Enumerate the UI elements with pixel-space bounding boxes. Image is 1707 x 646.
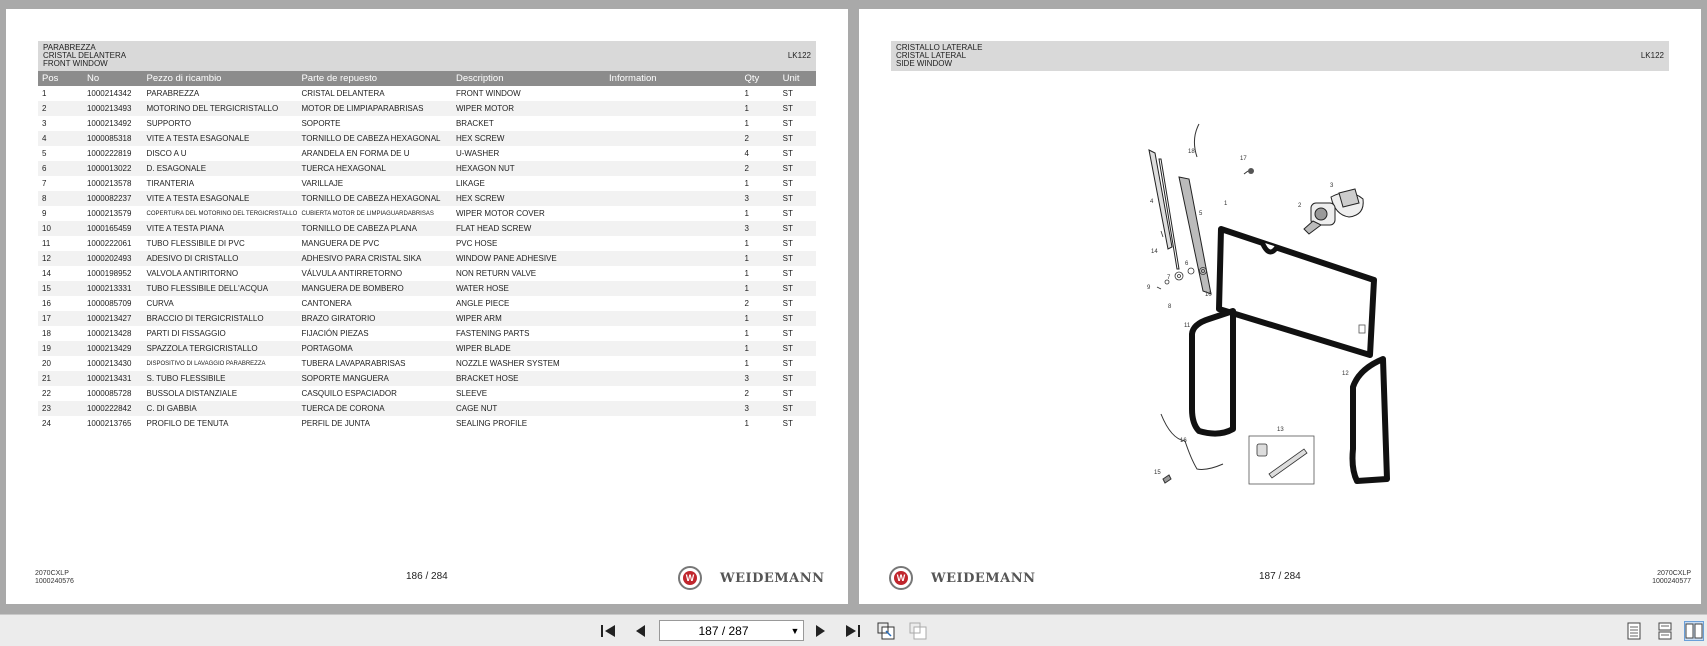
cell-en: WIPER ARM [452,311,605,326]
cell-es: VARILLAJE [301,179,344,188]
cell-it: C. DI GABBIA [142,401,297,416]
cell-no: 1000013022 [83,161,143,176]
cell-unit: ST [779,191,816,206]
cell-unit: ST [779,161,816,176]
cell-no: 1000222061 [86,239,132,248]
callout-1: 1 [1224,201,1228,207]
exploded-parts-drawing [1099,119,1429,549]
cell-en: BRACKET HOSE [452,371,605,386]
cell-it: COPERTURA DEL MOTORINO DEL TERGICRISTALLO [146,210,298,217]
cell-qty: 1 [740,341,778,356]
left-doc-no: 1000240576 [35,578,74,585]
cell-no: 1000213492 [86,119,132,128]
cell-es: MOTOR DE LIMPIAPARABRISAS [297,101,452,116]
chevron-down-icon: ▼ [790,625,800,636]
cell-en: WIPER BLADE [452,341,605,356]
cell-unit: ST [782,179,793,188]
fit-width-icon [909,622,927,640]
cell-it: VALVOLA ANTIRITORNO [146,269,239,278]
callout-14: 14 [1151,249,1158,255]
col-unit: Unit [779,71,816,86]
col-no: No [83,71,143,86]
two-page-button[interactable] [1684,621,1704,641]
cell-it: MOTORINO DEL TERGICRISTALLO [142,101,297,116]
cell-qty: 1 [744,209,749,218]
cell-unit: ST [779,371,816,386]
cell-pos: 2 [38,101,83,116]
cell-information [605,341,740,356]
cell-it: PROFILO DE TENUTA [146,419,229,428]
fit-page-icon [877,622,895,640]
cell-qty: 2 [740,161,778,176]
cell-information [605,281,740,296]
cell-information [605,266,740,281]
cell-unit: ST [782,269,793,278]
table-row [38,296,816,311]
cell-no: 1000222842 [83,401,143,416]
cell-en: NON RETURN VALVE [455,269,537,278]
cell-es: TORNILLO DE CABEZA HEXAGONAL [297,131,452,146]
cell-unit: ST [782,89,793,98]
cell-pos: 1 [42,89,47,98]
cell-unit: ST [782,419,793,428]
cell-no: 1000213579 [86,209,132,218]
viewer-toolbar [0,614,1707,646]
cell-pos: 16 [42,299,51,308]
single-page-button[interactable] [1624,621,1644,641]
cell-no: 1000085318 [83,131,143,146]
cell-pos: 20 [42,359,51,368]
left-footer-model [35,570,74,586]
page-selector-value: 187 / 287 [698,623,749,638]
last-page-button[interactable] [843,621,863,641]
cell-no: 1000213331 [83,281,143,296]
col-information: Information [605,71,740,86]
cell-unit: ST [779,401,816,416]
cell-information [605,176,740,191]
cell-no: 1000082237 [83,191,143,206]
cell-es: PORTAGOMA [297,341,452,356]
cell-pos: 22 [42,389,51,398]
cell-en: FRONT WINDOW [455,89,521,98]
cell-en: FASTENING PARTS [455,329,530,338]
cell-en: WATER HOSE [452,281,605,296]
cell-no: 1000213429 [83,341,143,356]
cell-it: BUSSOLA DISTANZIALE [146,389,238,398]
first-page-icon [600,624,616,638]
fit-width-button[interactable] [908,621,928,641]
table-row [38,401,816,416]
cell-qty: 1 [744,359,749,368]
callout-6: 6 [1185,261,1189,267]
cell-no: 1000213765 [86,419,132,428]
cell-information [605,401,740,416]
cell-pos: 12 [38,251,83,266]
cell-qty: 1 [744,89,749,98]
cell-en: HEX SCREW [452,131,605,146]
cell-no: 1000165459 [83,221,143,236]
cell-no: 1000213427 [83,311,143,326]
cell-no: 1000213578 [86,179,132,188]
table-row [38,176,816,191]
cell-information [605,116,740,131]
cell-information [605,386,740,401]
cell-information [605,221,740,236]
cell-no: 1000085709 [86,299,132,308]
cell-information [605,356,740,371]
cell-en: PVC HOSE [455,239,498,248]
parts-table [38,71,816,431]
cell-qty: 4 [744,149,749,158]
cell-qty: 1 [744,269,749,278]
col-qty: Qty [740,71,778,86]
cell-it: VITE A TESTA ESAGONALE [142,191,297,206]
left-model: 2070CXLP [35,570,69,577]
cell-it: PARABREZZA [146,89,200,98]
cell-it: DISPOSITIVO DI LAVAGGIO PARABREZZA [146,360,266,367]
cell-it: SUPPORTO [146,119,192,128]
table-row [38,251,816,266]
cell-en: WINDOW PANE ADHESIVE [452,251,605,266]
cell-it: CURVA [146,299,174,308]
cell-en: ANGLE PIECE [455,299,510,308]
cell-pos: 23 [38,401,83,416]
cell-it: VITE A TESTA ESAGONALE [142,131,297,146]
callout-7: 7 [1167,275,1171,281]
cell-unit: ST [779,221,816,236]
weidemann-logo-icon [678,566,702,590]
prev-page-icon [634,624,646,638]
cell-en: HEX SCREW [452,191,605,206]
table-row [38,221,816,236]
cell-pos: 15 [38,281,83,296]
cell-information [605,251,740,266]
right-logo-letter: W [894,571,908,585]
first-page-button[interactable] [598,621,618,641]
callout-8: 8 [1168,304,1172,310]
cell-information [605,146,740,161]
cell-information [605,311,740,326]
cell-es: TUERCA DE CORONA [297,401,452,416]
nozzle-drawing [1244,168,1254,174]
table-row [38,146,816,161]
table-row [38,326,816,341]
cell-es: PERFIL DE JUNTA [301,419,370,428]
left-brand: WEIDEMANN [720,570,825,586]
cell-es: CANTONERA [301,299,352,308]
table-row [38,116,816,131]
table-row [38,281,816,296]
cell-unit: ST [779,281,816,296]
right-header-line-it: CRISTALLO LATERALE [896,43,983,52]
callout-2: 2 [1298,203,1302,209]
cell-en: WIPER MOTOR [452,101,605,116]
callout-5: 5 [1199,211,1203,217]
cell-information [605,101,740,116]
cell-pos: 21 [38,371,83,386]
cell-qty: 1 [744,329,749,338]
parts-table-header [38,71,816,86]
cell-pos: 11 [42,239,51,248]
right-header-line-es: CRISTAL LATERAL [896,51,967,60]
cell-pos: 4 [38,131,83,146]
right-header [891,41,1669,71]
cell-unit: ST [782,389,793,398]
front-window-drawing [1219,229,1374,355]
table-row [38,386,816,401]
cell-it: SPAZZOLA TERGICRISTALLO [142,341,297,356]
cell-es: ADHESIVO PARA CRISTAL SIKA [297,251,452,266]
cell-en: LIKAGE [455,179,485,188]
cell-qty: 2 [740,131,778,146]
cell-qty: 1 [740,311,778,326]
callout-3: 3 [1330,183,1334,189]
callout-11: 11 [1184,323,1191,329]
cell-unit: ST [779,131,816,146]
callout-12: 12 [1342,371,1349,377]
cell-qty: 2 [744,389,749,398]
cell-pos: 8 [38,191,83,206]
cell-unit: ST [779,311,816,326]
callout-17: 17 [1240,156,1247,162]
table-row [38,191,816,206]
cell-information [605,131,740,146]
col-it: Pezzo di ricambio [142,71,297,86]
cell-es: CRISTAL DELANTERA [301,89,385,98]
cell-pos: 24 [42,419,51,428]
last-page-icon [845,624,861,638]
cell-no: 1000213431 [83,371,143,386]
right-page-number: 187 / 284 [1259,571,1301,582]
cell-unit: ST [782,149,793,158]
cell-es: TUBERA LAVAPARABRISAS [301,359,406,368]
table-row [38,86,816,101]
left-header-line-en: FRONT WINDOW [43,59,108,68]
cell-information [605,326,740,341]
cell-pos: 5 [42,149,47,158]
side-window-left-drawing [1192,311,1233,434]
cell-pos: 9 [42,209,47,218]
table-row [38,131,816,146]
table-row [38,236,816,251]
cell-en: NOZZLE WASHER SYSTEM [455,359,560,368]
cell-qty: 1 [744,419,749,428]
cell-it: BRACCIO DI TERGICRISTALLO [142,311,297,326]
cell-information [605,236,740,251]
cell-no: 1000213493 [83,101,143,116]
right-doc-no: 1000240577 [1652,578,1691,585]
left-logo [678,565,825,591]
cell-qty: 1 [740,281,778,296]
cell-information [605,206,740,221]
cell-unit: ST [779,101,816,116]
cell-it: S. TUBO FLESSIBILE [142,371,297,386]
page-selector[interactable] [659,620,804,641]
cell-unit: ST [779,341,816,356]
cell-no: 1000213430 [86,359,132,368]
next-page-icon [815,624,827,638]
cell-qty: 1 [744,239,749,248]
callout-16: 16 [1180,438,1187,444]
cell-es: FIJACIÓN PIEZAS [301,329,369,338]
continuous-page-button[interactable] [1655,621,1675,641]
cell-qty: 3 [740,371,778,386]
cell-en: SEALING PROFILE [455,419,528,428]
right-header-line-en: SIDE WINDOW [896,59,952,68]
cell-en: BRACKET [455,119,494,128]
cell-qty: 1 [744,119,749,128]
cell-no: 1000214342 [86,89,132,98]
wiper-motor-drawing [1304,189,1363,234]
fit-page-button[interactable] [876,621,896,641]
cell-pos: 18 [42,329,51,338]
table-row [38,101,816,116]
cell-qty: 3 [740,401,778,416]
cell-no: 1000202493 [83,251,143,266]
cell-en: CAGE NUT [452,401,605,416]
right-brand: WEIDEMANN [931,570,1036,586]
cell-en: U-WASHER [455,149,500,158]
cell-unit: ST [782,299,793,308]
cell-qty: 1 [740,251,778,266]
cell-es: TUERCA HEXAGONAL [297,161,452,176]
cell-es: MANGUERA DE BOMBERO [297,281,452,296]
col-en: Description [452,71,605,86]
cell-es: MANGUERA DE PVC [301,239,380,248]
cell-information [605,296,740,311]
cell-unit: ST [782,209,793,218]
weidemann-logo-icon [889,566,913,590]
cell-es: CASQUILO ESPACIADOR [301,389,397,398]
cell-en: HEXAGON NUT [452,161,605,176]
cell-es: SOPORTE MANGUERA [297,371,452,386]
cell-no: 1000085728 [86,389,132,398]
continuous-page-icon [1657,622,1673,640]
callout-15: 15 [1154,470,1161,476]
cell-it: TIRANTERIA [146,179,195,188]
cell-no: 1000213428 [86,329,132,338]
right-footer-model [1652,570,1691,586]
right-logo [889,565,1036,591]
left-page-number: 186 / 284 [406,571,448,582]
table-row [38,371,816,386]
callout-18a: 18 [1188,149,1195,155]
cell-qty: 2 [744,299,749,308]
cell-information [605,86,740,101]
side-window-right-drawing [1353,359,1388,481]
cell-it: TUBO FLESSIBILE DI PVC [146,239,245,248]
cell-unit: ST [782,119,793,128]
cell-pos: 7 [42,179,47,188]
cell-pos: 10 [38,221,83,236]
left-logo-letter: W [683,571,697,585]
callout-4: 4 [1150,199,1154,205]
cell-es: TORNILLO DE CABEZA HEXAGONAL [297,191,452,206]
col-pos: Pos [38,71,83,86]
cell-information [605,191,740,206]
table-row [38,206,816,221]
cell-es: VÁLVULA ANTIRRETORNO [301,269,403,278]
cell-no: 1000198952 [86,269,132,278]
col-es: Parte de repuesto [297,71,452,86]
cell-en: SLEEVE [455,389,488,398]
cell-it: VITE A TESTA PIANA [142,221,297,236]
table-row [38,161,816,176]
table-row [38,356,816,371]
right-header-code: LK122 [1640,51,1664,60]
adhesive-kit-drawing [1249,436,1314,484]
table-row [38,416,816,431]
cell-information [605,371,740,386]
cell-it: DISCO A U [146,149,187,158]
callout-9: 9 [1147,285,1151,291]
cell-pos: 17 [38,311,83,326]
cell-es: TORNILLO DE CABEZA PLANA [297,221,452,236]
next-page-button[interactable] [811,621,831,641]
table-row [38,311,816,326]
right-page [859,9,1701,604]
table-row [38,266,816,281]
cell-unit: ST [779,251,816,266]
cell-qty: 3 [740,221,778,236]
cell-es: CUBIERTA MOTOR DE LIMPIAGUARDABRISAS [301,210,434,217]
cell-es: SOPORTE [301,119,341,128]
cell-pos: 19 [38,341,83,356]
cell-qty: 1 [744,179,749,188]
cell-information [605,416,740,431]
cell-it: D. ESAGONALE [142,161,297,176]
cell-pos: 6 [38,161,83,176]
cell-pos: 3 [42,119,47,128]
left-header-line-it: PARABREZZA [43,43,96,52]
table-row [38,341,816,356]
cell-es: ARANDELA EN FORMA DE U [301,149,410,158]
cell-unit: ST [782,239,793,248]
single-page-icon [1626,622,1642,640]
cell-pos: 14 [42,269,51,278]
callout-13: 13 [1277,427,1284,433]
cell-unit: ST [782,359,793,368]
cell-no: 1000222819 [86,149,132,158]
two-page-icon [1685,622,1703,640]
cell-en: WIPER MOTOR COVER [455,209,545,218]
cell-qty: 3 [740,191,778,206]
cell-qty: 1 [740,101,778,116]
right-model: 2070CXLP [1657,570,1691,577]
left-header [38,41,816,71]
callout-10: 10 [1205,292,1212,298]
cell-information [605,161,740,176]
left-header-line-es: CRISTAL DELANTERA [43,51,127,60]
left-page [6,9,848,604]
cell-it: TUBO FLESSIBILE DELL'ACQUA [142,281,297,296]
prev-page-button[interactable] [630,621,650,641]
cell-it: PARTI DI FISSAGGIO [146,329,226,338]
cell-unit: ST [782,329,793,338]
cell-es: BRAZO GIRATORIO [297,311,452,326]
left-header-code: LK122 [787,51,811,60]
washer-hose-drawing [1194,124,1199,157]
cell-it: ADESIVO DI CRISTALLO [142,251,297,266]
cell-en: FLAT HEAD SCREW [452,221,605,236]
